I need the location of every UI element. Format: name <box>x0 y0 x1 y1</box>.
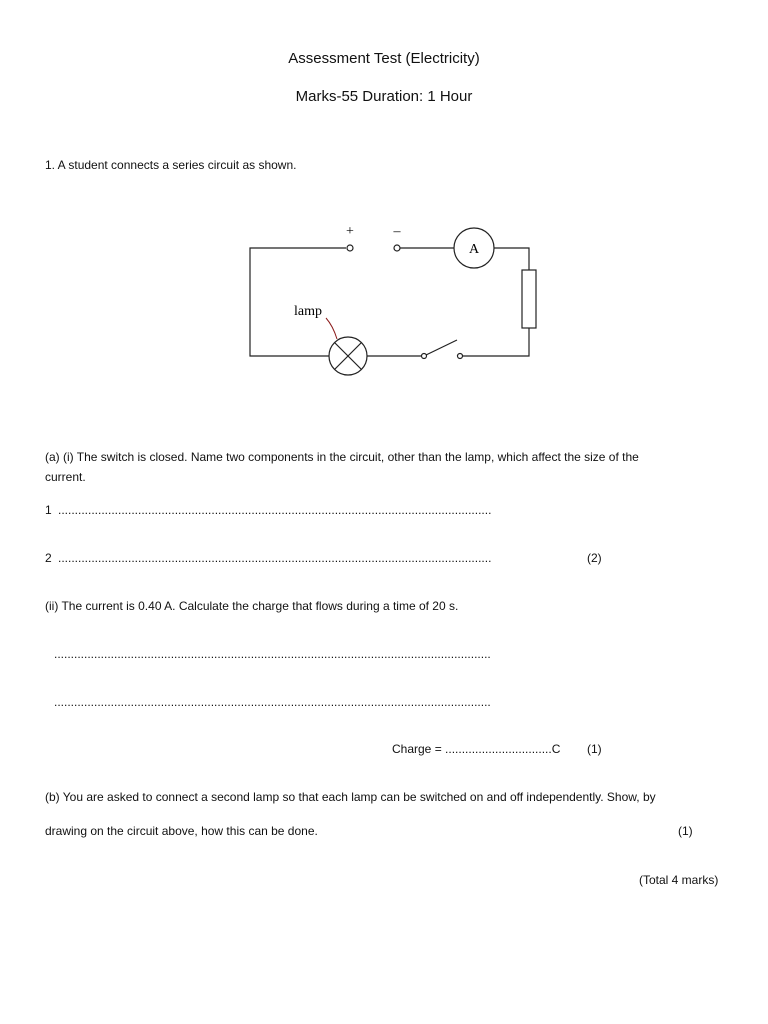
page-title: Assessment Test (Electricity) <box>288 50 480 67</box>
answer-1-line[interactable]: .................................................................................................................................. <box>58 503 492 517</box>
wire-ammeter-resistor <box>494 248 529 270</box>
working-line-1[interactable]: ................................................................................................................................... <box>54 647 491 661</box>
working-line-2[interactable]: ................................................................................................................................... <box>54 695 491 709</box>
circuit-diagram <box>230 218 560 388</box>
negative-terminal <box>394 245 400 251</box>
answer-2-line[interactable]: .................................................................................................................................. <box>58 551 492 565</box>
part-a-ii-text: (ii) The current is 0.40 A. Calculate the charge that flows during a time of 20 s. <box>45 599 459 613</box>
total-marks: (Total 4 marks) <box>639 873 719 887</box>
part-b-text-line2: drawing on the circuit above, how this can be done. <box>45 824 318 838</box>
charge-answer-line[interactable]: Charge = ................................C <box>392 742 561 756</box>
page-subtitle: Marks-55 Duration: 1 Hour <box>295 88 473 105</box>
ammeter-label: A <box>468 242 480 257</box>
switch-contact-left <box>422 354 427 359</box>
wire-top-left <box>250 248 346 356</box>
wire-resistor-switch <box>463 328 529 356</box>
positive-terminal <box>347 245 353 251</box>
part-b-text-line1: (b) You are asked to connect a second lamp so that each lamp can be switched on and off independently. Show, by <box>45 790 656 804</box>
answer-1-number: 1 <box>45 503 52 517</box>
part-a-ii-marks: (1) <box>587 742 602 756</box>
positive-label: + <box>346 224 354 239</box>
part-a-i-text-line1: (a) (i) The switch is closed. Name two components in the circuit, other than the lamp, which affect the size of the <box>45 450 639 464</box>
part-a-i-text-line2: current. <box>45 470 86 484</box>
negative-label: – <box>393 224 401 239</box>
switch-contact-right <box>458 354 463 359</box>
answer-2-number: 2 <box>45 551 52 565</box>
question-1-intro: 1. A student connects a series circuit as shown. <box>45 158 297 172</box>
part-b-marks: (1) <box>678 824 693 838</box>
switch-lever <box>426 340 457 355</box>
resistor-symbol <box>522 270 536 328</box>
lamp-label: lamp <box>294 304 322 319</box>
part-a-i-marks: (2) <box>587 551 602 565</box>
lamp-label-pointer <box>326 318 337 339</box>
